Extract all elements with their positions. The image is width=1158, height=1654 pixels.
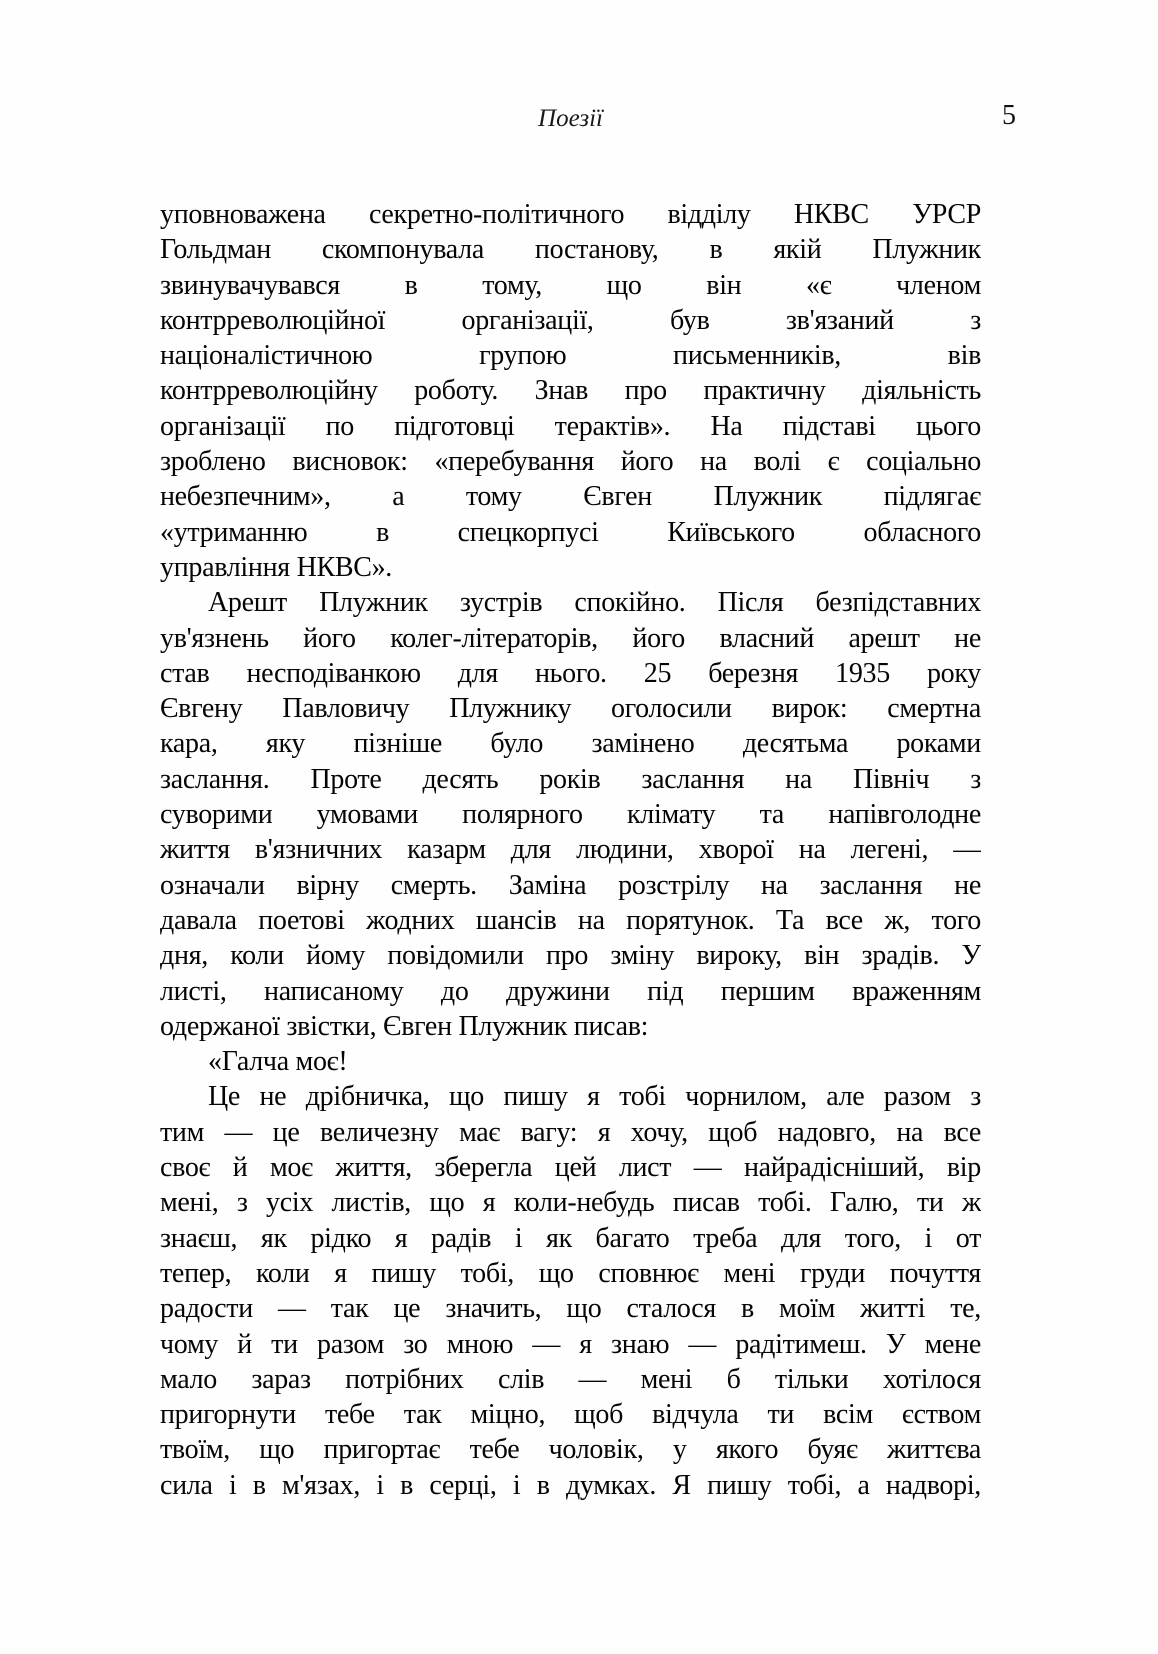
text-line: пригорнути тебе так міцно, щоб відчула ти всім єством bbox=[160, 1399, 981, 1431]
text-line: своє й моє життя, зберегла цей лист — найрадісніший, вір bbox=[160, 1152, 981, 1184]
paragraph bbox=[160, 1044, 981, 1079]
text-line: Євгену Павловичу Плужнику оголосили вирок: смертна bbox=[160, 693, 981, 725]
text-line: заслання. Проте десять років заслання на Північ з bbox=[160, 763, 981, 795]
text-line: небезпечним», а тому Євген Плужник підлягає bbox=[160, 481, 981, 513]
running-title: Поезії bbox=[538, 105, 603, 132]
text-line: зроблено висновок: «перебування його на волі є соціально bbox=[160, 446, 981, 478]
text-line: «Галча моє! bbox=[208, 1046, 348, 1078]
text-line: звинувачувався в тому, що він «є членом bbox=[160, 269, 981, 301]
text-line: Це не дрібничка, що пишу я тобі чорнилом, але разом з bbox=[208, 1081, 981, 1113]
text-line: націоналістичною групою письменників, вів bbox=[160, 340, 981, 372]
text-line: контрреволюційної організації, був зв'язаний з bbox=[160, 304, 981, 336]
text-line: листі, написаному до дружини під першим враженням bbox=[160, 975, 981, 1007]
text-line: радости — так це значить, що сталося в моїм житті те, bbox=[160, 1293, 981, 1325]
text-block bbox=[160, 197, 981, 1503]
page-number: 5 bbox=[1002, 100, 1016, 131]
text-line: Гольдман скомпонувала постанову, в якій Плужник bbox=[160, 234, 981, 266]
text-line: управління НКВС». bbox=[160, 551, 393, 583]
text-line: «утриманню в спецкорпусі Київського обласного bbox=[160, 516, 981, 548]
paragraph bbox=[160, 197, 981, 585]
text-line: ув'язнень його колег-літераторів, його власний арешт не bbox=[160, 622, 981, 654]
text-line: знаєш, як рідко я радів і як багато треба для того, і от bbox=[160, 1222, 981, 1254]
text-line: мені, з усіх листів, що я коли-небудь писав тобі. Галю, ти ж bbox=[160, 1187, 981, 1219]
text-line: одержаної звістки, Євген Плужник писав: bbox=[160, 1010, 649, 1042]
text-line: життя в'язничних казарм для людини, хворої на легені, — bbox=[160, 834, 981, 866]
paragraph bbox=[160, 1079, 981, 1503]
text-line: давала поетові жодних шансів на порятунок. Та все ж, того bbox=[160, 904, 981, 936]
text-line: організації по підготовці терактів». На підставі цього bbox=[160, 410, 981, 442]
text-line: мало зараз потрібних слів — мені б тільки хотілося bbox=[160, 1363, 981, 1395]
text-line: чому й ти разом зо мною — я знаю — радітимеш. У мене bbox=[160, 1328, 981, 1360]
text-line: став несподіванкою для нього. 25 березня 1935 року bbox=[160, 657, 981, 689]
text-line: контрреволюційну роботу. Знав про практичну діяльність bbox=[160, 375, 981, 407]
text-line: тепер, коли я пишу тобі, що сповнює мені груди почуття bbox=[160, 1257, 981, 1289]
text-line: тим — це величезну має вагу: я хочу, щоб надовго, на все bbox=[160, 1116, 981, 1148]
text-line: сила і в м'язах, і в серці, і в думках. Я пишу тобі, а надворі, bbox=[160, 1469, 981, 1501]
text-line: означали вірну смерть. Заміна розстрілу на заслання не bbox=[160, 869, 981, 901]
text-line: дня, коли йому повідомили про зміну вироку, він зрадів. У bbox=[160, 940, 981, 972]
paragraph bbox=[160, 585, 981, 1044]
text-line: уповноважена секретно-політичного відділу НКВС УРСР bbox=[160, 199, 981, 230]
text-line: твоїм, що пригортає тебе чоловік, у якого буяє життєва bbox=[160, 1434, 981, 1466]
text-line: кара, яку пізніше було замінено десятьма роками bbox=[160, 728, 981, 760]
text-line: Арешт Плужник зустрів спокійно. Після безпідставних bbox=[208, 587, 981, 619]
text-line: суворими умовами полярного клімату та напівголодне bbox=[160, 799, 981, 831]
